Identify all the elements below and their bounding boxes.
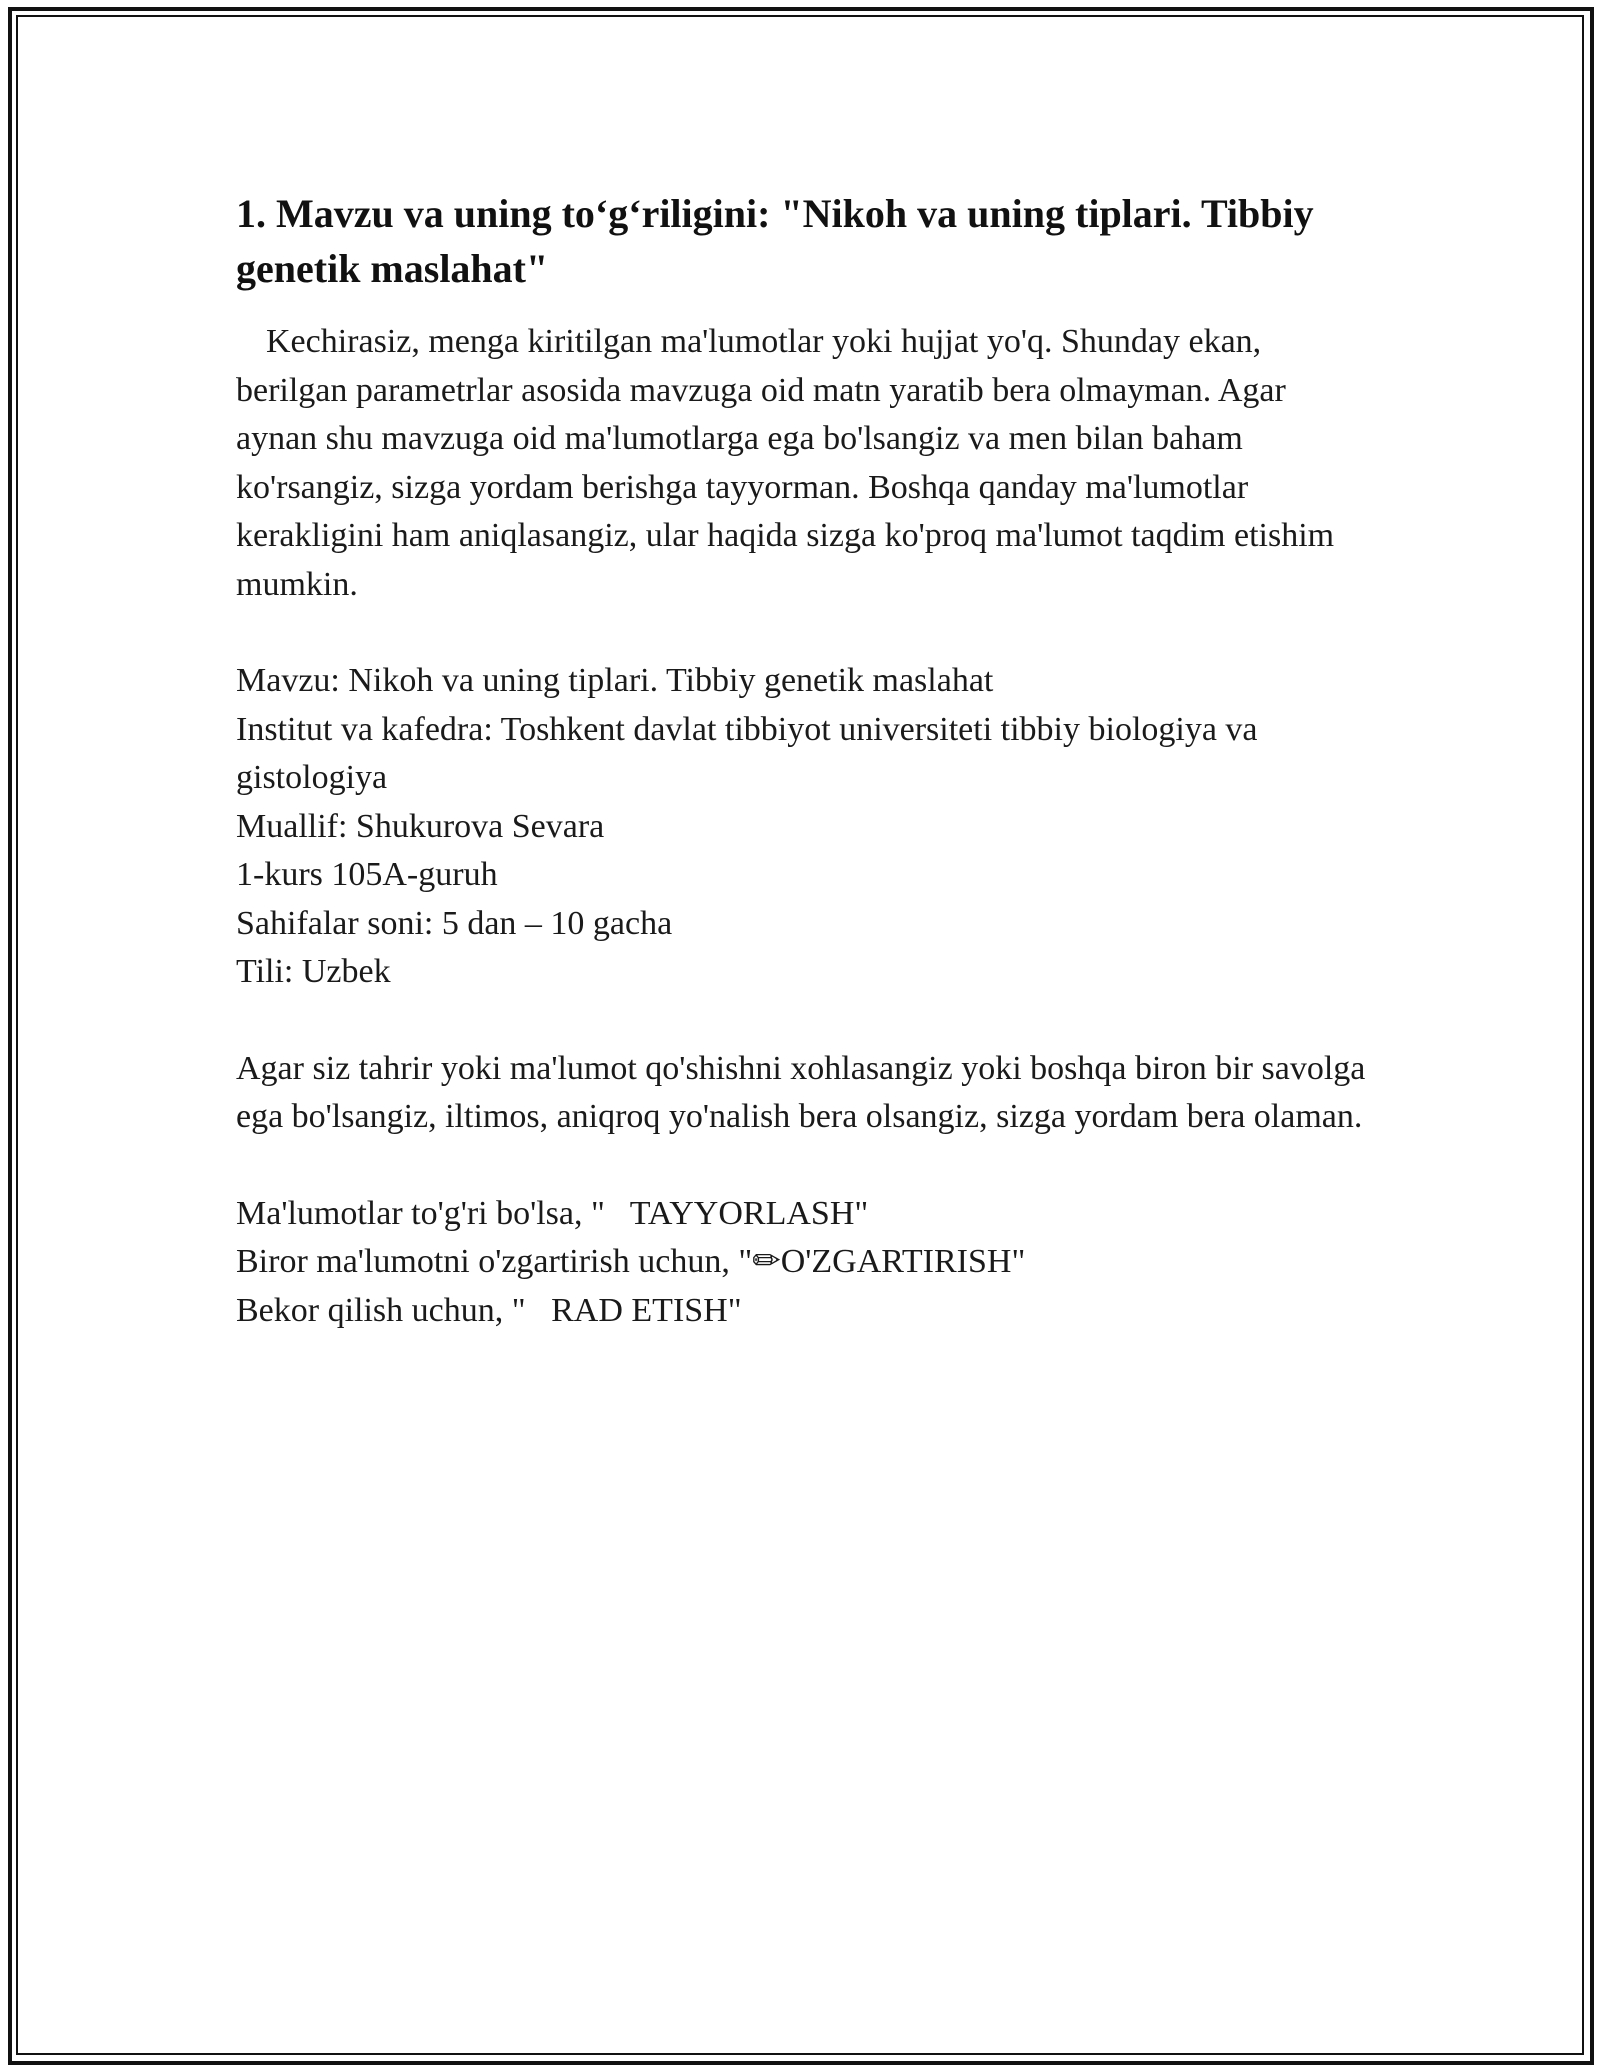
detail-group: 1-kurs 105A-guruh <box>236 856 498 893</box>
spacer <box>236 1142 1366 1190</box>
action-prepare: Ma'lumotlar to'g'ri bo'lsa, " TAYYORLASH" <box>236 1194 869 1232</box>
detail-topic: Mavzu: Nikoh va uning tiplari. Tibbiy genetik maslahat <box>236 662 994 699</box>
spacer <box>236 609 1366 657</box>
details-block <box>236 657 1366 997</box>
detail-author: Muallif: Shukurova Sevara <box>236 807 605 845</box>
actions-block <box>236 1190 1366 1336</box>
intro-paragraph: Kechirasiz, menga kiritilgan ma'lumotlar yoki hujjat yo'q. Shunday ekan, berilgan parametrlar asosida mavzuga oid matn yaratib bera olmayman. Agar aynan shu mavzuga oid ma'lumotlarga ega bo'lsangiz va men bilan baham ko'rsangiz, sizga yordam berishga tayyorman. Boshqa qanday ma'lumotlar kerakligini ham aniqlasangiz, ular haqida sizga ko'proq ma'lumot taqdim etishim mumkin. <box>236 323 1335 603</box>
detail-pages: Sahifalar soni: 5 dan – 10 gacha <box>236 904 673 942</box>
document-heading: 1. Mavzu va uning to‘g‘riligini: "Nikoh va uning tiplari. Tibbiy genetik maslahat" <box>236 191 1314 291</box>
spacer <box>236 997 1366 1045</box>
action-reject: Bekor qilish uchun, " RAD ETISH" <box>236 1291 742 1329</box>
help-paragraph: Agar siz tahrir yoki ma'lumot qo'shishni xohlasangiz yoki boshqa biron bir savolga ega bo'lsangiz, iltimos, aniqroq yo'nalish bera olsangiz, sizga yordam bera olaman. <box>236 1049 1366 1135</box>
detail-language: Tili: Uzbek <box>236 953 391 990</box>
detail-institute: Institut va kafedra: Toshkent davlat tibbiyot universiteti tibbiy biologiya va gistologiya <box>236 710 1258 796</box>
document-body <box>236 186 1366 1335</box>
action-edit: Biror ma'lumotni o'zgartirish uchun, "✏O'ZGARTIRISH" <box>236 1243 1026 1280</box>
